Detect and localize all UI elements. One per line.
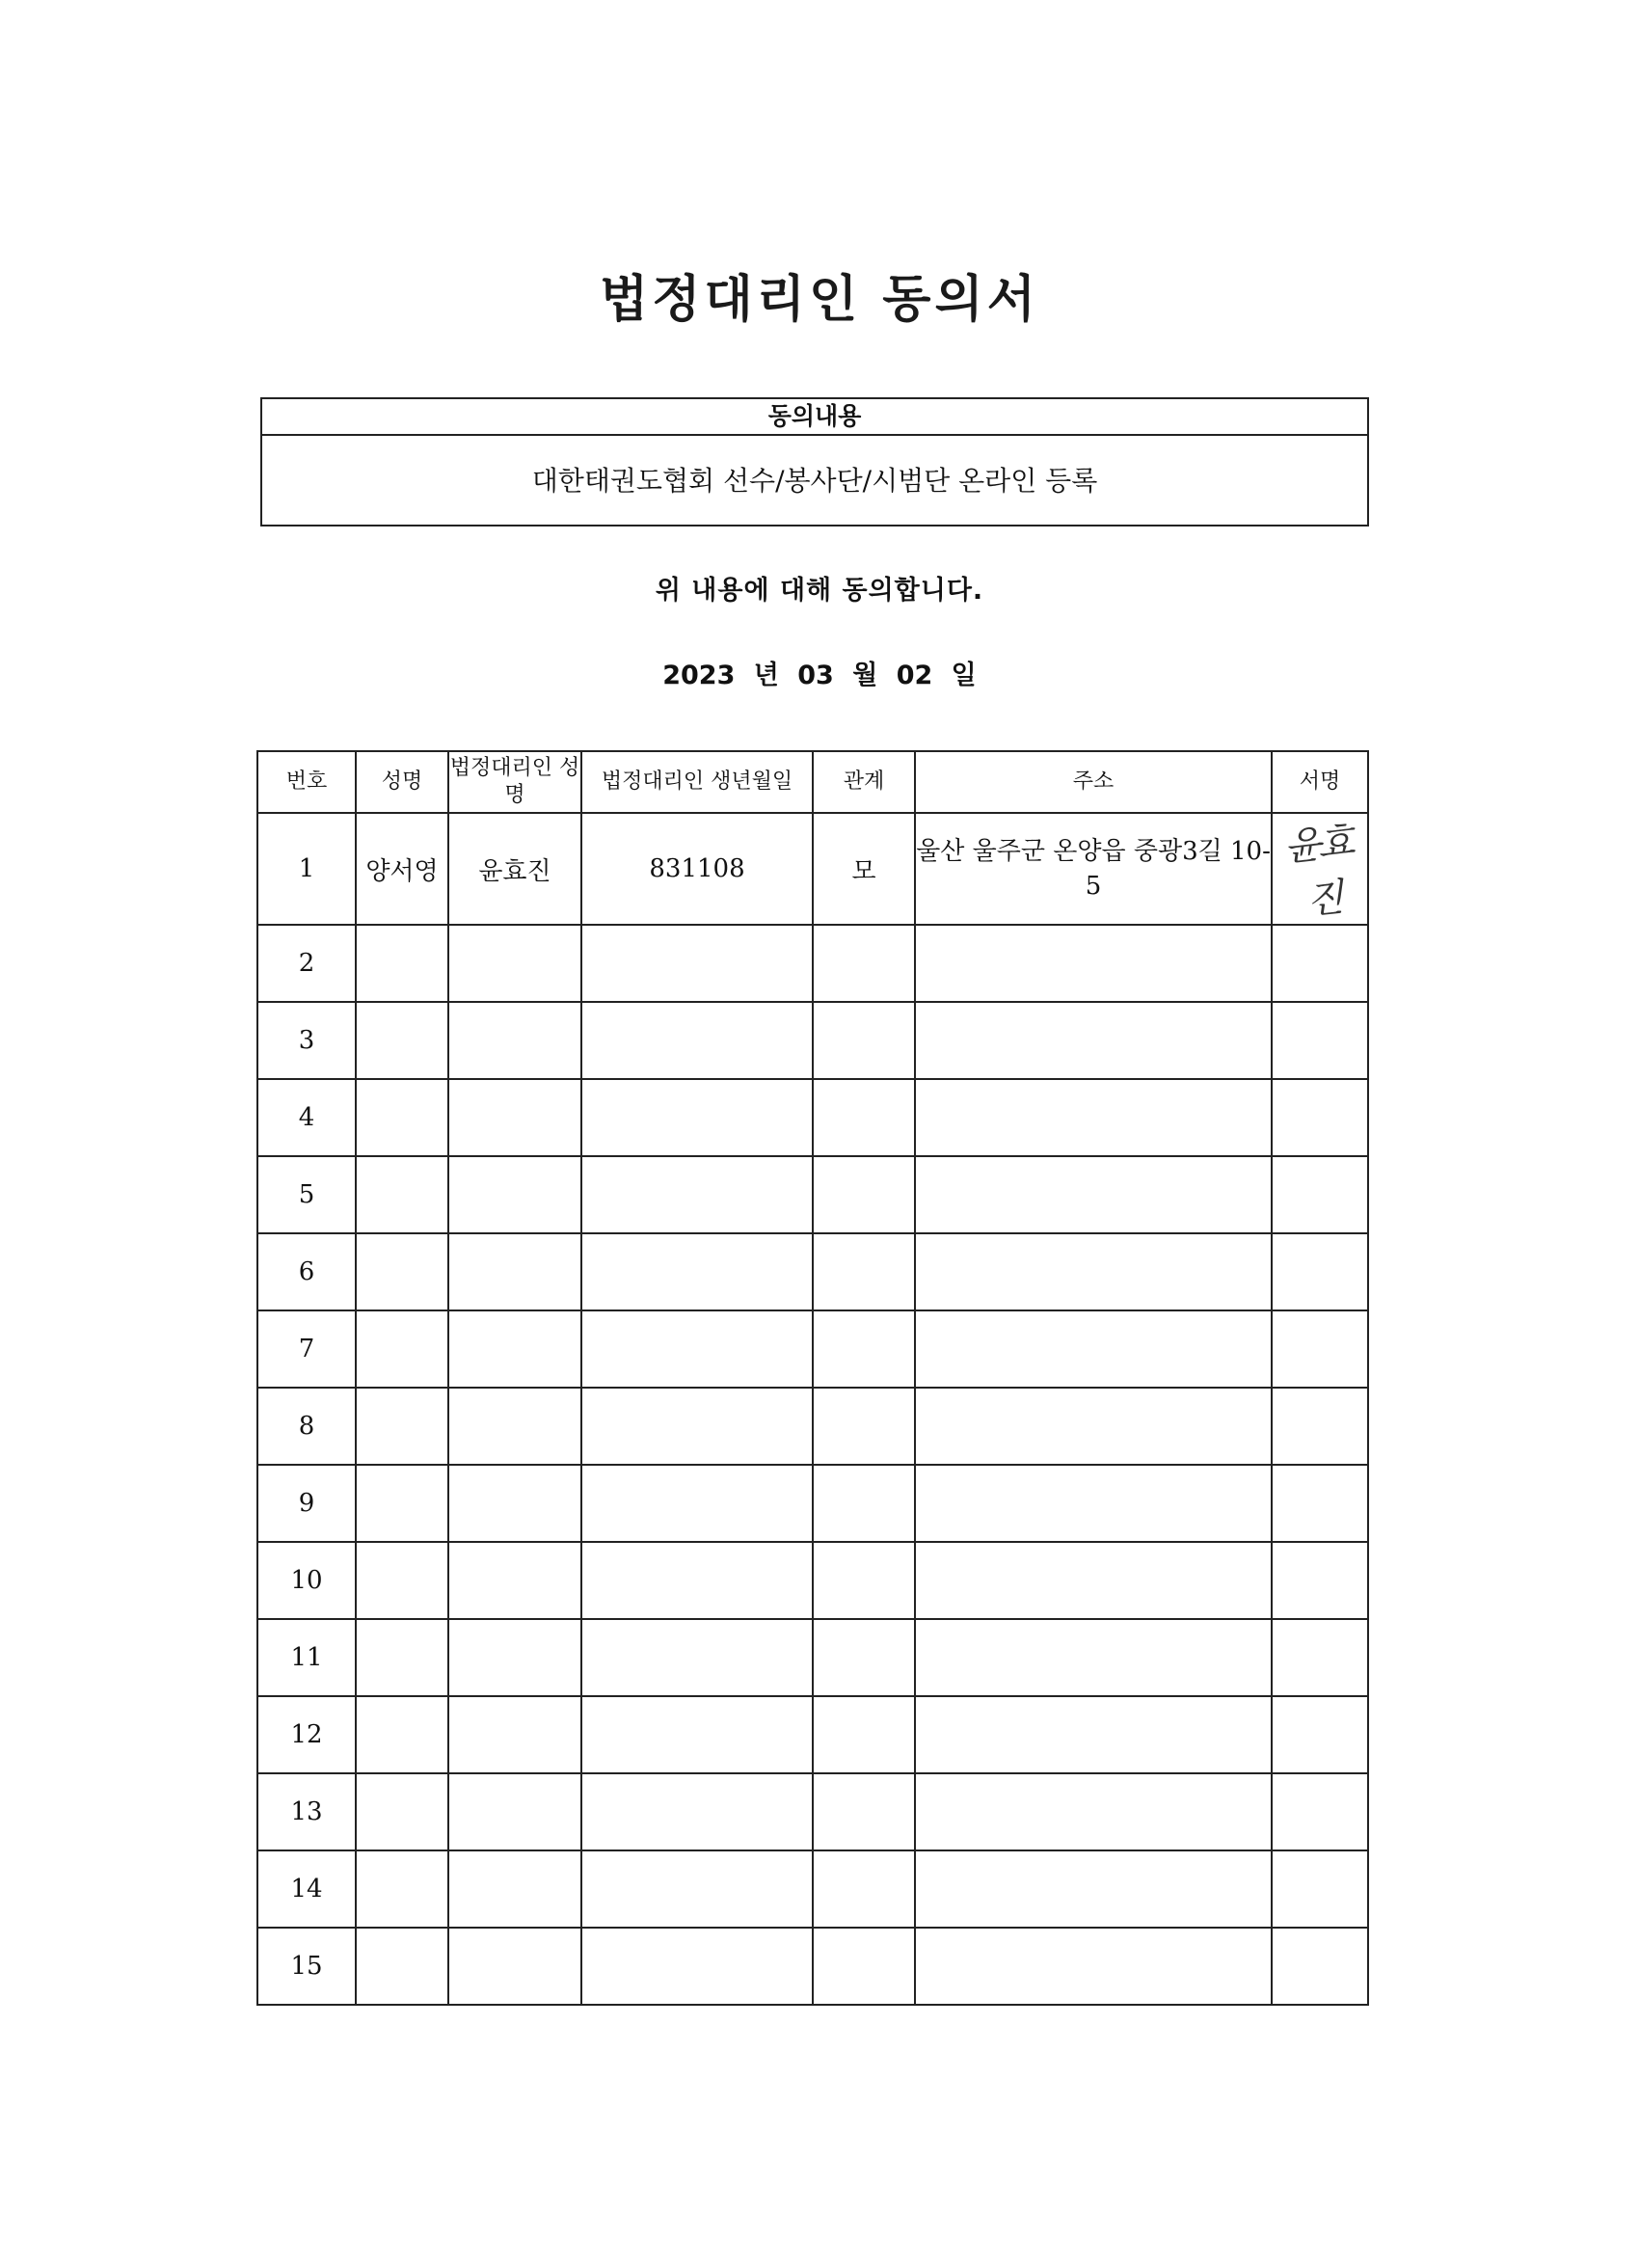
empty-cell [581, 1388, 813, 1465]
empty-cell [813, 1233, 915, 1310]
table-row [257, 1310, 1368, 1388]
empty-cell [915, 1465, 1272, 1542]
empty-cell [448, 1619, 581, 1696]
empty-cell [1272, 1002, 1368, 1079]
empty-cell [448, 1002, 581, 1079]
empty-cell [1272, 1619, 1368, 1696]
row-address: 울산 울주군 온양읍 중광3길 10-5 [915, 813, 1272, 925]
row-number: 12 [257, 1696, 356, 1773]
row-number: 15 [257, 1928, 356, 2005]
row-relation: 모 [813, 813, 915, 925]
empty-cell [356, 1465, 448, 1542]
empty-cell [356, 925, 448, 1002]
table-row [257, 1619, 1368, 1696]
empty-cell [448, 1542, 581, 1619]
empty-cell [915, 1002, 1272, 1079]
empty-cell [581, 1850, 813, 1928]
empty-cell [813, 1773, 915, 1850]
empty-cell [581, 1773, 813, 1850]
table-row [257, 1850, 1368, 1928]
empty-cell [448, 925, 581, 1002]
row-number: 4 [257, 1079, 356, 1156]
empty-cell [813, 1850, 915, 1928]
empty-cell [356, 1156, 448, 1233]
agreement-statement: 위 내용에 대해 동의합니다. [655, 576, 984, 606]
guardian-table [256, 750, 1369, 2006]
row-guardian-name: 윤효진 [448, 813, 581, 925]
empty-cell [915, 1233, 1272, 1310]
header-address: 주소 [915, 751, 1272, 813]
empty-cell [448, 1079, 581, 1156]
empty-cell [915, 1388, 1272, 1465]
empty-cell [1272, 1928, 1368, 2005]
empty-cell [915, 1696, 1272, 1773]
empty-cell [1272, 1850, 1368, 1928]
empty-cell [915, 1928, 1272, 2005]
empty-cell [581, 1002, 813, 1079]
empty-cell [448, 1310, 581, 1388]
empty-cell [356, 1619, 448, 1696]
empty-cell [915, 925, 1272, 1002]
row-number: 14 [257, 1850, 356, 1928]
empty-cell [356, 1079, 448, 1156]
row-name: 양서영 [356, 813, 448, 925]
row-number: 5 [257, 1156, 356, 1233]
empty-cell [448, 1773, 581, 1850]
empty-cell [813, 1542, 915, 1619]
empty-cell [581, 1156, 813, 1233]
empty-cell [356, 1928, 448, 2005]
empty-cell [448, 1850, 581, 1928]
row-number: 1 [257, 813, 356, 925]
empty-cell [813, 1619, 915, 1696]
empty-cell [813, 1696, 915, 1773]
handwritten-signature: 윤효진 [1281, 819, 1354, 924]
table-header-row [257, 751, 1368, 813]
table-row [257, 1079, 1368, 1156]
empty-cell [356, 1773, 448, 1850]
empty-cell [356, 1233, 448, 1310]
empty-cell [581, 925, 813, 1002]
empty-cell [1272, 1696, 1368, 1773]
header-guardian-name: 법정대리인 성명 [448, 751, 581, 813]
empty-cell [915, 1773, 1272, 1850]
empty-cell [813, 1002, 915, 1079]
empty-cell [581, 1928, 813, 2005]
empty-cell [1272, 1310, 1368, 1388]
empty-cell [1272, 1542, 1368, 1619]
empty-cell [356, 1002, 448, 1079]
empty-cell [581, 1079, 813, 1156]
empty-cell [581, 1619, 813, 1696]
empty-cell [581, 1465, 813, 1542]
empty-cell [813, 925, 915, 1002]
empty-cell [813, 1079, 915, 1156]
empty-cell [915, 1079, 1272, 1156]
consent-content: 대한태권도협회 선수/봉사단/시범단 온라인 등록 [531, 465, 1098, 497]
table-row [257, 1773, 1368, 1850]
empty-cell [1272, 1233, 1368, 1310]
row-number: 9 [257, 1465, 356, 1542]
empty-cell [448, 1233, 581, 1310]
row-guardian-birth: 831108 [581, 813, 813, 925]
row-number: 11 [257, 1619, 356, 1696]
empty-cell [356, 1310, 448, 1388]
empty-cell [1272, 1773, 1368, 1850]
empty-cell [581, 1696, 813, 1773]
empty-cell [1272, 1079, 1368, 1156]
empty-cell [448, 1696, 581, 1773]
empty-cell [813, 1928, 915, 2005]
header-relation: 관계 [813, 751, 915, 813]
table-row [257, 1388, 1368, 1465]
consent-header: 동의내용 [262, 399, 1367, 436]
empty-cell [356, 1388, 448, 1465]
row-number: 6 [257, 1233, 356, 1310]
empty-cell [915, 1542, 1272, 1619]
empty-cell [356, 1542, 448, 1619]
empty-cell [915, 1850, 1272, 1928]
row-number: 2 [257, 925, 356, 1002]
empty-cell [813, 1156, 915, 1233]
row-number: 13 [257, 1773, 356, 1850]
table-row [257, 925, 1368, 1002]
row-signature [1272, 813, 1368, 925]
empty-cell [448, 1156, 581, 1233]
header-signature: 서명 [1272, 751, 1368, 813]
empty-cell [581, 1542, 813, 1619]
header-guardian-birth: 법정대리인 생년월일 [581, 751, 813, 813]
table-row [257, 813, 1368, 925]
consent-box [260, 397, 1369, 526]
table-row [257, 1156, 1368, 1233]
empty-cell [581, 1310, 813, 1388]
row-number: 8 [257, 1388, 356, 1465]
empty-cell [448, 1928, 581, 2005]
empty-cell [356, 1696, 448, 1773]
empty-cell [1272, 1465, 1368, 1542]
empty-cell [448, 1465, 581, 1542]
empty-cell [1272, 1388, 1368, 1465]
header-name: 성명 [356, 751, 448, 813]
empty-cell [915, 1156, 1272, 1233]
empty-cell [813, 1465, 915, 1542]
table-row [257, 1233, 1368, 1310]
empty-cell [813, 1388, 915, 1465]
empty-cell [581, 1233, 813, 1310]
table-row [257, 1542, 1368, 1619]
header-number: 번호 [257, 751, 356, 813]
row-number: 3 [257, 1002, 356, 1079]
empty-cell [356, 1850, 448, 1928]
row-number: 10 [257, 1542, 356, 1619]
table-row [257, 1002, 1368, 1079]
empty-cell [1272, 925, 1368, 1002]
empty-cell [448, 1388, 581, 1465]
empty-cell [1272, 1156, 1368, 1233]
consent-date: 2023 년 03 월 02 일 [662, 661, 977, 690]
empty-cell [915, 1310, 1272, 1388]
empty-cell [915, 1619, 1272, 1696]
empty-cell [813, 1310, 915, 1388]
table-row [257, 1465, 1368, 1542]
row-number: 7 [257, 1310, 356, 1388]
table-row [257, 1928, 1368, 2005]
document-title: 법정대리인 동의서 [600, 271, 1039, 329]
table-row [257, 1696, 1368, 1773]
